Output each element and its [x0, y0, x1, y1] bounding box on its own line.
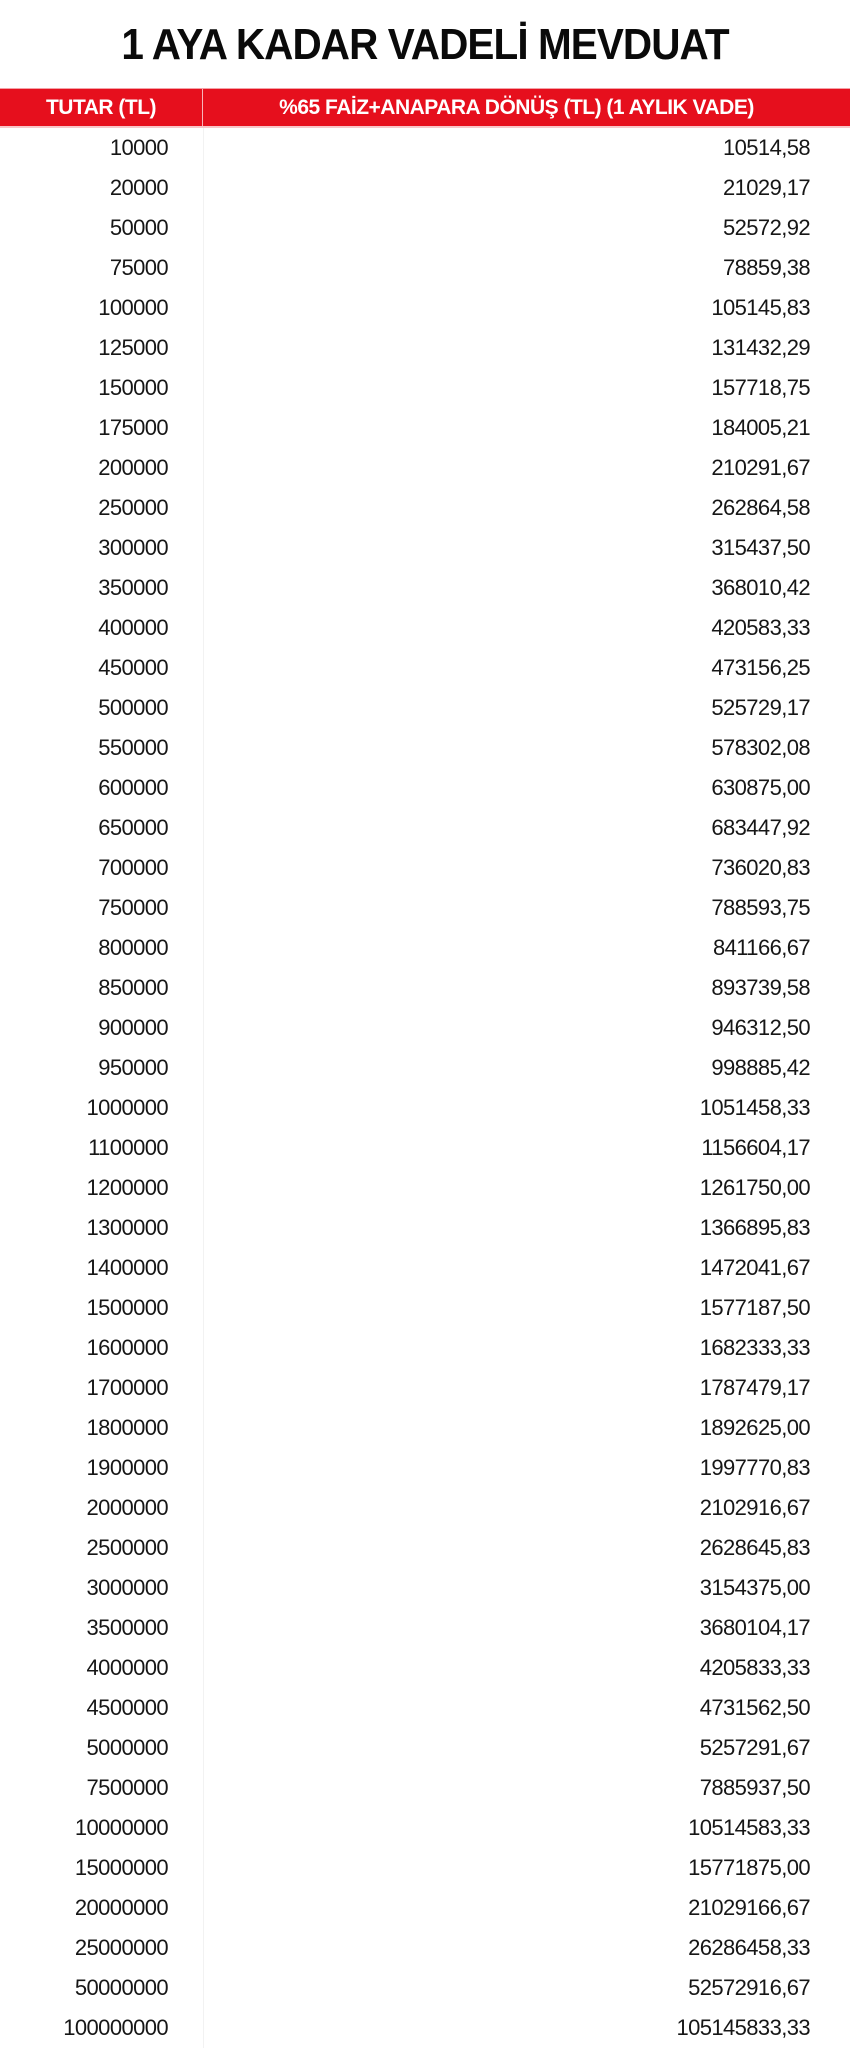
return-cell: 2102916,67: [699, 1495, 810, 1520]
return-cell: 736020,83: [711, 855, 810, 880]
return-cell: 26286458,33: [688, 1935, 810, 1960]
return-cell: 525729,17: [711, 695, 810, 720]
page-title: 1 AYA KADAR VADELİ MEVDUAT: [121, 20, 729, 69]
table-row: [0, 1768, 850, 1808]
amount-cell: 3500000: [86, 1615, 168, 1640]
amount-cell: 1500000: [86, 1295, 168, 1320]
column-divider: [168, 888, 204, 928]
column-divider: [168, 1128, 204, 1168]
return-cell: 184005,21: [711, 415, 810, 440]
column-divider: [168, 1448, 204, 1488]
return-cell: 4205833,33: [699, 1655, 810, 1680]
column-divider: [168, 1168, 204, 1208]
amount-cell: 1900000: [86, 1455, 168, 1480]
amount-cell: 2500000: [86, 1535, 168, 1560]
amount-cell: 25000000: [74, 1935, 168, 1960]
amount-cell: 75000: [109, 255, 168, 280]
table-row: [0, 1408, 850, 1448]
column-divider: [168, 168, 204, 208]
return-cell: 1051458,33: [699, 1095, 810, 1120]
return-cell: 1366895,83: [699, 1215, 810, 1240]
return-cell: 52572916,67: [688, 1975, 810, 2000]
amount-cell: 100000: [98, 295, 168, 320]
table-row: [0, 1008, 850, 1048]
table-row: [0, 168, 850, 208]
return-cell: 1261750,00: [699, 1175, 810, 1200]
table-row: [0, 1128, 850, 1168]
amount-cell: 850000: [98, 975, 168, 1000]
amount-cell: 1700000: [86, 1375, 168, 1400]
table-row: [0, 128, 850, 168]
return-cell: 2628645,83: [699, 1535, 810, 1560]
table-body: [0, 128, 850, 2048]
column-divider: [168, 568, 204, 608]
amount-cell: 650000: [98, 815, 168, 840]
amount-cell: 50000000: [74, 1975, 168, 2000]
column-header-amount: TUTAR (TL): [0, 89, 203, 126]
table-row: [0, 1288, 850, 1328]
table-row: [0, 1808, 850, 1848]
amount-cell: 2000000: [86, 1495, 168, 1520]
amount-cell: 7500000: [86, 1775, 168, 1800]
column-divider: [168, 1208, 204, 1248]
column-divider: [168, 328, 204, 368]
return-cell: 21029166,67: [688, 1895, 810, 1920]
amount-cell: 550000: [98, 735, 168, 760]
column-divider: [168, 288, 204, 328]
column-divider: [168, 1728, 204, 1768]
column-divider: [168, 128, 204, 168]
table-row: [0, 288, 850, 328]
table-row: [0, 1728, 850, 1768]
column-divider: [168, 2008, 204, 2048]
return-cell: 1156604,17: [701, 1135, 810, 1160]
amount-cell: 200000: [98, 455, 168, 480]
table-row: [0, 888, 850, 928]
column-divider: [168, 208, 204, 248]
return-cell: 3680104,17: [699, 1615, 810, 1640]
column-divider: [168, 1088, 204, 1128]
table-row: [0, 848, 850, 888]
return-cell: 630875,00: [711, 775, 810, 800]
column-divider: [168, 1008, 204, 1048]
column-divider: [168, 728, 204, 768]
table-row: [0, 1328, 850, 1368]
column-divider: [168, 1248, 204, 1288]
column-divider: [168, 768, 204, 808]
column-divider: [168, 648, 204, 688]
amount-cell: 4500000: [86, 1695, 168, 1720]
table-row: [0, 448, 850, 488]
amount-cell: 3000000: [86, 1575, 168, 1600]
column-divider: [168, 968, 204, 1008]
table-row: [0, 248, 850, 288]
table-row: [0, 1368, 850, 1408]
column-divider: [168, 1688, 204, 1728]
return-cell: 473156,25: [711, 655, 810, 680]
column-header-return: %65 FAİZ+ANAPARA DÖNÜŞ (TL) (1 AYLIK VADE): [279, 95, 754, 119]
return-cell: 105145,83: [711, 295, 810, 320]
column-divider: [168, 1328, 204, 1368]
amount-cell: 600000: [98, 775, 168, 800]
amount-cell: 150000: [98, 375, 168, 400]
table-header: [0, 88, 850, 128]
amount-cell: 450000: [98, 655, 168, 680]
amount-cell: 1200000: [86, 1175, 168, 1200]
amount-cell: 950000: [98, 1055, 168, 1080]
column-divider: [168, 808, 204, 848]
table-row: [0, 1848, 850, 1888]
table-row: [0, 1488, 850, 1528]
return-cell: 420583,33: [711, 615, 810, 640]
return-cell: 683447,92: [711, 815, 810, 840]
amount-cell: 1800000: [86, 1415, 168, 1440]
table-row: [0, 1928, 850, 1968]
table-row: [0, 568, 850, 608]
column-divider: [168, 1608, 204, 1648]
column-divider: [168, 1808, 204, 1848]
amount-cell: 5000000: [86, 1735, 168, 1760]
table-row: [0, 1168, 850, 1208]
return-cell: 788593,75: [711, 895, 810, 920]
column-divider: [168, 1968, 204, 2008]
table-row: [0, 1648, 850, 1688]
table-row: [0, 208, 850, 248]
table-row: [0, 1688, 850, 1728]
column-divider: [168, 1768, 204, 1808]
return-cell: 3154375,00: [699, 1575, 810, 1600]
table-row: [0, 608, 850, 648]
column-divider: [168, 1928, 204, 1968]
column-divider: [168, 1288, 204, 1328]
table-row: [0, 1568, 850, 1608]
return-cell: 78859,38: [723, 255, 810, 280]
amount-cell: 1300000: [86, 1215, 168, 1240]
table-row: [0, 728, 850, 768]
amount-cell: 175000: [98, 415, 168, 440]
column-divider: [168, 1848, 204, 1888]
table-row: [0, 1968, 850, 2008]
return-cell: 946312,50: [711, 1015, 810, 1040]
column-divider: [168, 1568, 204, 1608]
amount-cell: 1100000: [88, 1135, 168, 1160]
return-cell: 1787479,17: [699, 1375, 810, 1400]
return-cell: 15771875,00: [688, 1855, 810, 1880]
table-row: [0, 1608, 850, 1648]
return-cell: 315437,50: [711, 535, 810, 560]
amount-cell: 1000000: [86, 1095, 168, 1120]
amount-cell: 10000: [109, 135, 168, 160]
table-row: [0, 808, 850, 848]
column-divider: [168, 1408, 204, 1448]
table-row: [0, 968, 850, 1008]
return-cell: 1682333,33: [699, 1335, 810, 1360]
column-divider: [168, 448, 204, 488]
column-divider: [168, 1648, 204, 1688]
return-cell: 1892625,00: [699, 1415, 810, 1440]
return-cell: 262864,58: [711, 495, 810, 520]
return-cell: 841166,67: [713, 935, 810, 960]
return-cell: 578302,08: [711, 735, 810, 760]
table-row: [0, 528, 850, 568]
return-cell: 7885937,50: [699, 1775, 810, 1800]
amount-cell: 10000000: [74, 1815, 168, 1840]
return-cell: 893739,58: [711, 975, 810, 1000]
return-cell: 10514,58: [723, 135, 810, 160]
column-divider: [168, 608, 204, 648]
column-divider: [168, 848, 204, 888]
amount-cell: 350000: [98, 575, 168, 600]
amount-cell: 900000: [98, 1015, 168, 1040]
return-cell: 105145833,33: [676, 2015, 810, 2040]
table-row: [0, 1448, 850, 1488]
table-row: [0, 2008, 850, 2048]
return-cell: 998885,42: [711, 1055, 810, 1080]
return-cell: 1577187,50: [699, 1295, 810, 1320]
table-row: [0, 688, 850, 728]
return-cell: 1997770,83: [699, 1455, 810, 1480]
table-row: [0, 1088, 850, 1128]
column-divider: [168, 408, 204, 448]
amount-cell: 4000000: [86, 1655, 168, 1680]
amount-cell: 700000: [98, 855, 168, 880]
return-cell: 10514583,33: [688, 1815, 810, 1840]
column-divider: [168, 248, 204, 288]
column-divider: [168, 1888, 204, 1928]
return-cell: 131432,29: [711, 335, 810, 360]
amount-cell: 250000: [98, 495, 168, 520]
column-divider: [168, 1048, 204, 1088]
table-row: [0, 1528, 850, 1568]
return-cell: 4731562,50: [699, 1695, 810, 1720]
table-row: [0, 1208, 850, 1248]
amount-cell: 1400000: [86, 1255, 168, 1280]
column-divider: [168, 688, 204, 728]
amount-cell: 50000: [109, 215, 168, 240]
amount-cell: 750000: [98, 895, 168, 920]
table-row: [0, 1248, 850, 1288]
column-divider: [168, 1368, 204, 1408]
amount-cell: 1600000: [86, 1335, 168, 1360]
amount-cell: 20000000: [74, 1895, 168, 1920]
column-divider: [168, 1488, 204, 1528]
table-row: [0, 408, 850, 448]
column-divider: [168, 928, 204, 968]
column-divider: [168, 368, 204, 408]
return-cell: 157718,75: [711, 375, 810, 400]
table-row: [0, 328, 850, 368]
amount-cell: 100000000: [63, 2015, 168, 2040]
return-cell: 1472041,67: [699, 1255, 810, 1280]
amount-cell: 15000000: [74, 1855, 168, 1880]
amount-cell: 400000: [98, 615, 168, 640]
amount-cell: 20000: [109, 175, 168, 200]
column-divider: [168, 1528, 204, 1568]
return-cell: 210291,67: [711, 455, 810, 480]
return-cell: 21029,17: [723, 175, 810, 200]
table-row: [0, 768, 850, 808]
table-row: [0, 368, 850, 408]
table-row: [0, 488, 850, 528]
amount-cell: 800000: [98, 935, 168, 960]
column-divider: [168, 528, 204, 568]
column-divider: [168, 488, 204, 528]
table-row: [0, 928, 850, 968]
return-cell: 52572,92: [723, 215, 810, 240]
table-row: [0, 648, 850, 688]
return-cell: 5257291,67: [699, 1735, 810, 1760]
amount-cell: 300000: [98, 535, 168, 560]
amount-cell: 500000: [98, 695, 168, 720]
return-cell: 368010,42: [711, 575, 810, 600]
table-row: [0, 1048, 850, 1088]
amount-cell: 125000: [98, 335, 168, 360]
table-row: [0, 1888, 850, 1928]
